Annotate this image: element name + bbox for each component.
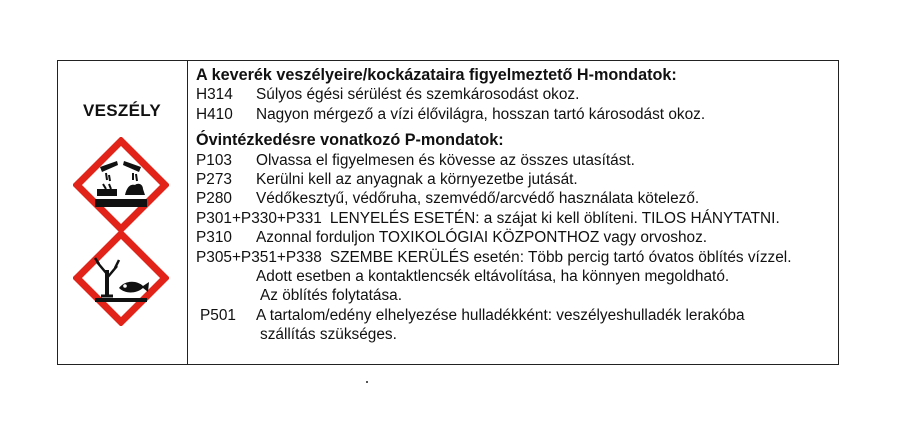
hazard-text-block xyxy=(196,66,836,345)
statement-text: Nagyon mérgező a vízi élővilágra, hosszan tartó károsodást okoz. xyxy=(256,105,706,123)
p-statement-row xyxy=(196,306,836,325)
statement-code: H410 xyxy=(196,105,233,123)
p-section-title: Óvintézkedésre vonatkozó P-mondatok: xyxy=(196,131,504,150)
statement-code: P273 xyxy=(196,171,232,189)
statement-code: P310 xyxy=(196,229,232,247)
p-statement-row xyxy=(196,248,836,267)
p-statement-row xyxy=(196,170,836,189)
stray-dot xyxy=(366,381,368,383)
statement-code: H314 xyxy=(196,86,233,104)
statement-code: P280 xyxy=(196,190,232,208)
column-divider xyxy=(187,60,188,365)
statement-code: P103 xyxy=(196,151,232,169)
p-statement-row xyxy=(196,189,836,208)
statement-text: Súlyos égési sérülést és szemkárosodást okoz. xyxy=(256,86,580,104)
corrosion-icon xyxy=(73,137,169,233)
environment-hazard-icon xyxy=(73,230,169,326)
statement-code: P301+P330+P331 xyxy=(196,209,322,227)
statement-continuation: szállítás szükséges. xyxy=(260,326,397,344)
h-statement-row xyxy=(196,105,836,124)
p-statement-row xyxy=(196,151,836,170)
h-section-title: A keverék veszélyeire/kockázataira figyelmeztető H-mondatok: xyxy=(196,66,677,84)
statement-text: Védőkesztyű, védőruha, szemvédő/arcvédő használata kötelező. xyxy=(256,190,700,208)
statement-continuation: Az öblítés folytatása. xyxy=(260,287,403,305)
p-statement-row xyxy=(196,209,836,228)
statement-continuation: Adott esetben a kontaktlencsék eltávolítása, ha könnyen megoldható. xyxy=(256,268,730,286)
signal-word: VESZÉLY xyxy=(82,101,161,120)
statement-text: SZEMBE KERÜLÉS esetén: Több percig tartó óvatos öblítés vízzel. xyxy=(329,248,792,266)
statement-text: A tartalom/edény elhelyezése hulladékként: veszélyeshulladék lerakóba xyxy=(256,306,745,324)
h-statement-row xyxy=(196,85,836,104)
statement-code: P501 xyxy=(200,306,236,324)
statement-text: Azonnal forduljon TOXIKOLÓGIAI KÖZPONTHOZ vagy orvoshoz. xyxy=(256,229,708,247)
statement-code: P305+P351+P338 xyxy=(196,248,322,266)
statement-text: Kerülni kell az anyagnak a környezetbe jutását. xyxy=(256,171,578,189)
statement-text: Olvassa el figyelmesen és kövesse az összes utasítást. xyxy=(256,151,635,169)
statement-text: LENYELÉS ESETÉN: a szájat ki kell öblíteni. TILOS HÁNYTATNI. xyxy=(329,209,780,227)
p-statement-row xyxy=(196,228,836,247)
